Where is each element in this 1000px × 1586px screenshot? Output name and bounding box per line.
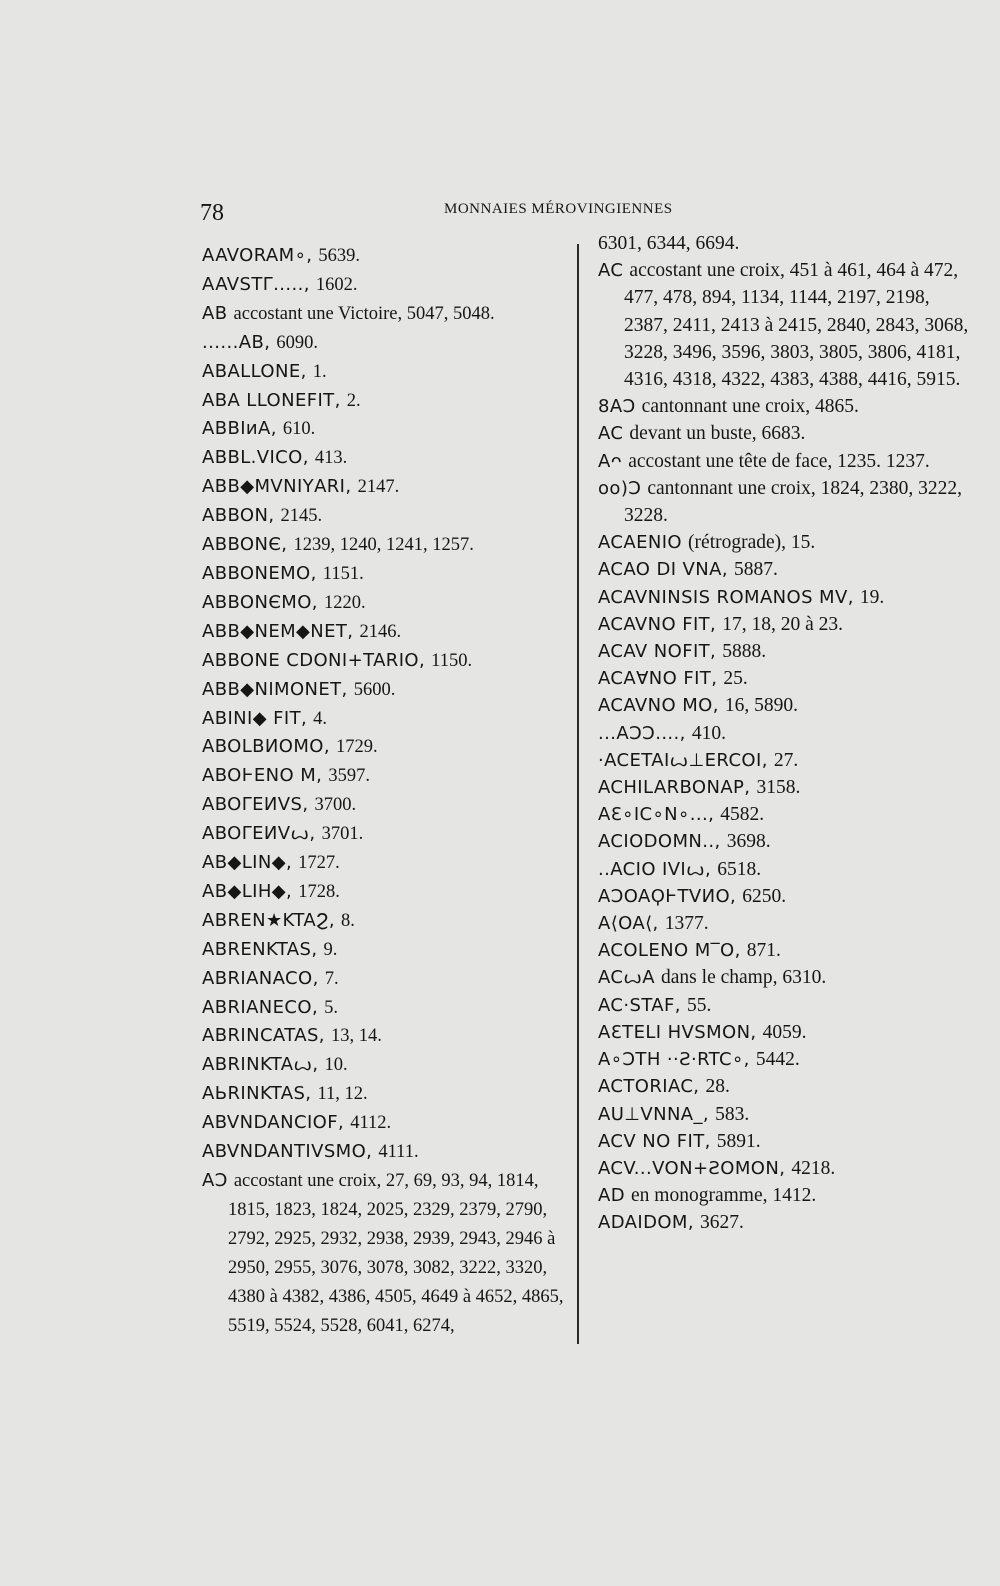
index-entry xyxy=(598,584,973,611)
entry-legend: ABREN★KTAϨ, xyxy=(202,909,335,931)
entry-legend: Aᴖ xyxy=(598,450,623,472)
entry-references: 4582. xyxy=(720,804,765,826)
index-entry xyxy=(202,705,567,734)
entry-references: 8. xyxy=(341,910,355,931)
entry-references: accostant une Victoire, 5047, 5048. xyxy=(233,303,495,324)
index-entry xyxy=(598,257,973,393)
entry-references: 1150. xyxy=(431,650,473,671)
index-entry xyxy=(598,420,973,447)
entry-references: 5442. xyxy=(755,1049,800,1071)
entry-references: 9. xyxy=(323,939,338,960)
entry-references: 13, 14. xyxy=(330,1026,382,1047)
index-entry xyxy=(202,560,567,589)
index-entry xyxy=(202,1109,567,1138)
index-entry xyxy=(202,1051,567,1080)
entry-legend: ABRINCATAS, xyxy=(202,1025,325,1047)
entry-references: 4218. xyxy=(791,1157,836,1179)
entry-references: 3158. xyxy=(756,777,801,799)
entry-legend: ACV...VON+ƧOMON, xyxy=(598,1157,786,1179)
index-entry xyxy=(598,393,973,420)
entry-legend: ACV NO FIT, xyxy=(598,1130,711,1152)
entry-references: dans le champ, 6310. xyxy=(661,967,827,989)
entry-legend: AB xyxy=(202,302,228,324)
entry-references: 17, 18, 20 à 23. xyxy=(722,613,844,635)
entry-legend: AƐ∘IC∘N∘..., xyxy=(598,804,715,826)
entry-references: 11, 12. xyxy=(317,1084,368,1105)
entry-references: accostant une tête de face, 1235. 1237. xyxy=(628,450,930,472)
entry-legend: AƆOAϘⱵTVИO, xyxy=(598,885,737,907)
entry-legend: ACIODOMN.., xyxy=(598,831,721,853)
entry-legend: ·ACETAIꙍ⊥ERCOI, xyxy=(598,749,768,771)
entry-legend: ABOΓEИVꙍ, xyxy=(202,823,316,845)
entry-references: accostant une croix, 451 à 461, 464 à 472, 477, 478, 894, 1134, 1144, 2197, 2198, 2387, 2411, 2413 à 2415, 2840, 2843, 3068, 3228, 3496, 3596, 3803, 3805, 3806, 4181, 4316, 4318, 4322, 4383, 4388, 4416, 5915. xyxy=(624,260,969,391)
entry-legend: AU⊥VNNA_, xyxy=(598,1103,710,1125)
entry-legend: ABOⱵENO M, xyxy=(202,765,323,787)
index-entry xyxy=(598,964,973,991)
index-column-left xyxy=(202,242,567,1340)
index-entry xyxy=(598,475,973,529)
entry-legend: ADAIDOM, xyxy=(598,1212,694,1234)
entry-references: 6250. xyxy=(742,885,787,907)
index-entry xyxy=(202,733,567,762)
entry-references: 6518. xyxy=(717,858,762,880)
entry-legend: 8AƆ xyxy=(598,396,636,418)
index-entry xyxy=(598,692,973,719)
entry-references: 5600. xyxy=(353,679,396,700)
entry-legend: ...AƆƆ...., xyxy=(598,722,686,744)
entry-references: 3597. xyxy=(328,766,370,787)
entry-references: 10. xyxy=(324,1055,348,1076)
entry-references: 583. xyxy=(715,1103,750,1125)
index-entry xyxy=(598,1101,973,1128)
index-entry xyxy=(202,1138,567,1167)
entry-legend: ABB◆NEM◆NET, xyxy=(202,620,354,642)
entry-references: 3700. xyxy=(314,795,357,816)
index-entry xyxy=(202,965,567,994)
index-column-right xyxy=(598,230,973,1237)
entry-references: 610. xyxy=(282,419,316,440)
entry-legend: ABA LLONEFIT, xyxy=(202,389,341,411)
entry-legend: ABBON, xyxy=(202,505,275,527)
index-entry xyxy=(202,444,567,473)
entry-legend: ABRINKTAꙍ, xyxy=(202,1054,319,1076)
entry-references: 2. xyxy=(346,390,361,411)
entry-legend: ACTORIAC, xyxy=(598,1076,700,1098)
index-entry xyxy=(202,1080,567,1109)
index-entry xyxy=(202,618,567,647)
index-entry xyxy=(202,329,567,358)
index-entry xyxy=(202,358,567,387)
entry-legend: ABRENKTAS, xyxy=(202,938,318,960)
index-entry xyxy=(202,791,567,820)
entry-legend: ACAV NOFIT, xyxy=(598,641,717,663)
index-entry xyxy=(598,1182,973,1209)
index-entry xyxy=(202,271,567,300)
entry-references: accostant une croix, 27, 69, 93, 94, 1814, 1815, 1823, 1824, 2025, 2329, 2379, 2790, 2792, 2925, 2932, 2938, 2939, 2943, 2946 à 2950, 2955, 3076, 3078, 3082, 3222, 3320, 4380 à 4382, 4386, 4505, 4649 à 4652, 4865, 5519, 5524, 5528, 6041, 6274, xyxy=(228,1171,564,1336)
entry-references: 4112. xyxy=(350,1113,392,1134)
entry-references: 7. xyxy=(324,968,339,989)
entry-references: devant un buste, 6683. xyxy=(629,423,806,445)
index-entry xyxy=(202,994,567,1023)
entry-legend: ABOΓEИVS, xyxy=(202,794,309,816)
entry-legend: ACAVNO MO, xyxy=(598,695,719,717)
entry-references: 1239, 1240, 1241, 1257. xyxy=(293,535,474,556)
entry-legend: ACAⱯNO FIT, xyxy=(598,668,718,690)
entry-references: 27. xyxy=(773,749,799,771)
index-entry xyxy=(202,676,567,705)
entry-references: 3701. xyxy=(321,824,364,845)
entry-references: 5. xyxy=(324,997,339,1018)
entry-legend: AC xyxy=(598,260,624,282)
entry-legend: ......AB, xyxy=(202,331,271,353)
entry-legend: ABBONEMO, xyxy=(202,562,317,584)
entry-references: 19. xyxy=(859,586,885,608)
index-entry xyxy=(598,883,973,910)
entry-legend: AЬRINKTAS, xyxy=(202,1083,312,1105)
entry-references: 6090. xyxy=(276,332,318,353)
entry-references: 1151. xyxy=(322,563,364,584)
index-entry xyxy=(202,531,567,560)
index-entry xyxy=(202,907,567,936)
entry-legend: ABB◆MVNIΥARI, xyxy=(202,476,352,498)
entry-legend: A⟨OA⟨, xyxy=(598,913,659,935)
entry-legend: ACAENIO xyxy=(598,532,682,554)
entry-legend: ABRIANECO, xyxy=(202,996,319,1018)
entry-legend: ABOLBИOMO, xyxy=(202,736,330,758)
entry-legend: oo)Ɔ xyxy=(598,477,642,499)
entry-references: cantonnant une croix, 1824, 2380, 3222, 3228. xyxy=(624,477,963,527)
index-entry xyxy=(598,1209,973,1236)
entry-references: 4. xyxy=(313,708,328,729)
index-entry xyxy=(202,936,567,965)
index-entry xyxy=(202,849,567,878)
index-entry xyxy=(202,589,567,618)
entry-references: 16, 5890. xyxy=(724,695,798,717)
entry-legend: AƆ xyxy=(202,1170,228,1191)
entry-legend: AB◆LIH◆, xyxy=(202,880,293,902)
entry-legend: ABBONE ⅭⅮONI+TARIO, xyxy=(202,649,426,671)
entry-legend: ACOLENO M‾O, xyxy=(598,940,741,962)
index-entry xyxy=(598,747,973,774)
entry-legend: ACAVNINSIS ROMANOS MV, xyxy=(598,586,854,608)
entry-references: 2145. xyxy=(280,506,323,527)
entry-legend: ABBONЄ, xyxy=(202,534,288,556)
page-number: 78 xyxy=(200,200,224,226)
index-entry xyxy=(202,878,567,907)
entry-references: 5887. xyxy=(734,559,778,581)
entry-references: 55. xyxy=(686,994,712,1016)
entry-references: 4111. xyxy=(378,1142,419,1163)
entry-references: 1729. xyxy=(336,737,378,758)
index-entry xyxy=(598,774,973,801)
entry-references: en monogramme, 1412. xyxy=(631,1185,817,1207)
entry-references: 1. xyxy=(312,361,327,382)
index-entry xyxy=(598,1155,973,1182)
index-entry xyxy=(202,242,567,271)
index-entry xyxy=(202,502,567,531)
entry-references: 2147. xyxy=(357,477,400,498)
entry-references: 2146. xyxy=(359,621,402,642)
entry-references: 1220. xyxy=(323,592,366,613)
index-entry xyxy=(598,801,973,828)
entry-references: 4059. xyxy=(762,1021,807,1043)
entry-legend: ABVNDANCIOF, xyxy=(202,1112,345,1134)
entry-references: cantonnant une croix, 4865. xyxy=(641,396,859,418)
index-entry xyxy=(202,820,567,849)
entry-references: 3627. xyxy=(700,1212,744,1234)
entry-legend: AC xyxy=(598,423,624,445)
index-entry xyxy=(598,1073,973,1100)
entry-legend: ABBL.VICO, xyxy=(202,447,309,469)
index-entry xyxy=(202,387,567,416)
entry-legend: ACHILARBONAP, xyxy=(598,777,751,799)
index-entry xyxy=(598,529,973,556)
entry-legend: ACAVNO FIT, xyxy=(598,613,717,635)
index-entry xyxy=(202,300,567,329)
entry-references: 5891. xyxy=(716,1130,761,1152)
entry-references: 6301, 6344, 6694. xyxy=(598,233,740,254)
entry-legend: ABRIANACO, xyxy=(202,967,319,989)
entry-references: 410. xyxy=(691,722,726,744)
index-entry xyxy=(202,473,567,502)
entry-references: 871. xyxy=(746,940,781,962)
entry-references: 1602. xyxy=(315,274,358,295)
index-entry xyxy=(202,1022,567,1051)
entry-legend: ABINI◆ FIT, xyxy=(202,707,308,729)
index-entry xyxy=(598,856,973,883)
entry-legend: ACꙍA xyxy=(598,967,655,989)
entry-references: 413. xyxy=(314,448,348,469)
index-entry xyxy=(598,448,973,475)
index-entry xyxy=(598,230,973,257)
entry-legend: AAVSTΓ....., xyxy=(202,273,310,295)
index-entry xyxy=(598,1019,973,1046)
running-title: MONNAIES MÉROVINGIENNES xyxy=(444,201,673,217)
entry-legend: ABBIᴎA, xyxy=(202,418,277,440)
index-entry xyxy=(598,910,973,937)
entry-legend: AC·STAF, xyxy=(598,994,681,1016)
entry-legend: A∘ƆTH ··Ƨ·RTC∘, xyxy=(598,1049,750,1071)
index-entry xyxy=(598,828,973,855)
entry-legend: ABVNDANTIVSMO, xyxy=(202,1141,373,1163)
entry-references: 25. xyxy=(723,668,748,690)
index-entry xyxy=(598,1128,973,1155)
entry-references: 1727. xyxy=(298,853,340,874)
entry-legend: ABB◆NIMONET, xyxy=(202,678,348,700)
index-entry xyxy=(598,638,973,665)
column-divider xyxy=(577,244,579,1344)
index-entry xyxy=(202,1167,567,1340)
index-entry xyxy=(598,937,973,964)
index-entry xyxy=(598,720,973,747)
index-entry xyxy=(598,556,973,583)
entry-legend: AD xyxy=(598,1185,625,1207)
entry-references: 1728. xyxy=(298,881,340,902)
index-entry xyxy=(202,415,567,444)
index-entry xyxy=(598,611,973,638)
index-entry xyxy=(598,1046,973,1073)
entry-legend: ABBONЄMO, xyxy=(202,591,318,613)
index-entry xyxy=(598,992,973,1019)
index-entry xyxy=(202,762,567,791)
entry-legend: ACAO DI VNA, xyxy=(598,559,728,581)
entry-references: 1377. xyxy=(664,913,709,935)
entry-references: 5888. xyxy=(722,641,767,663)
entry-references: 3698. xyxy=(726,831,771,853)
entry-legend: AƐTELI HVSMON, xyxy=(598,1021,757,1043)
entry-legend: AB◆LIN◆, xyxy=(202,852,293,874)
entry-legend: AAVORAM∘, xyxy=(202,245,313,266)
index-entry xyxy=(598,665,973,692)
entry-references: 28. xyxy=(705,1076,730,1098)
entry-legend: ABALLONE, xyxy=(202,360,307,382)
entry-legend: ..ACIO IVIꙍ, xyxy=(598,858,712,880)
entry-references: (rétrograde), 15. xyxy=(688,532,816,554)
index-entry xyxy=(202,647,567,676)
entry-references: 5639. xyxy=(318,246,361,266)
